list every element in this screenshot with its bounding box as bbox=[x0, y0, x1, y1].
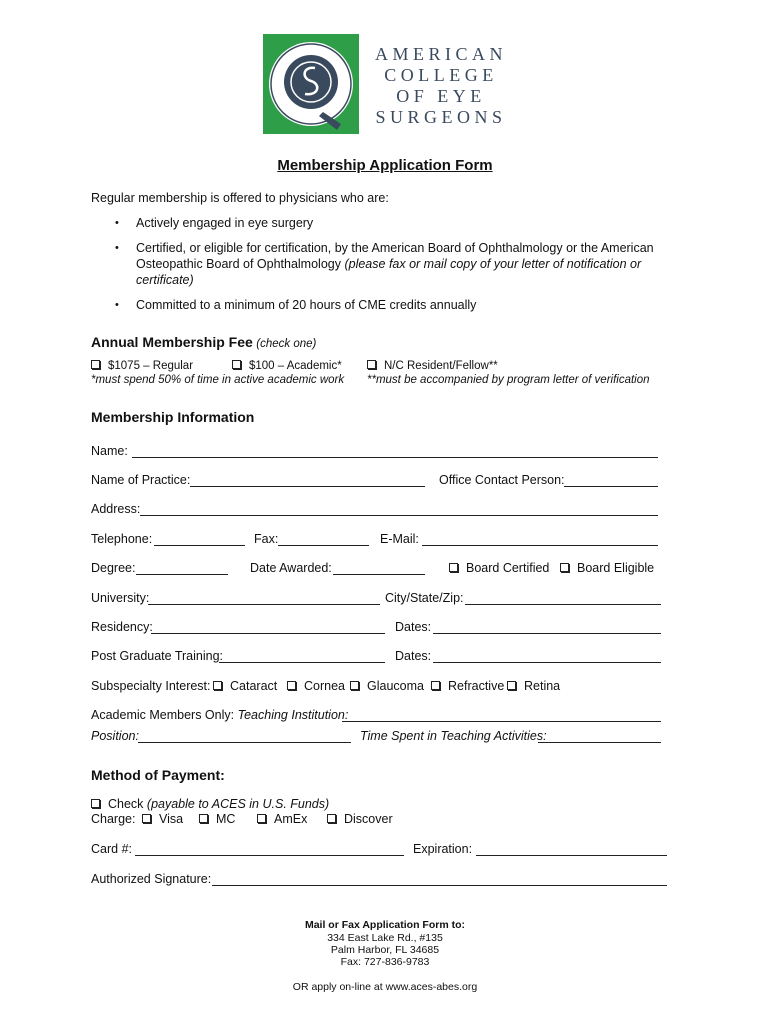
residency-dates-field[interactable] bbox=[433, 633, 661, 634]
fee-option-label: N/C Resident/Fellow** bbox=[384, 360, 498, 372]
time-spent-field[interactable] bbox=[538, 742, 661, 743]
board-certified-label: Board Certified bbox=[466, 561, 550, 575]
contact-field[interactable] bbox=[564, 486, 658, 487]
subspecialty-label: Subspecialty Interest: bbox=[91, 679, 211, 693]
checkbox-icon[interactable] bbox=[449, 563, 458, 572]
intro-text: Regular membership is offered to physicians who are: bbox=[91, 191, 389, 205]
date-awarded-label: Date Awarded: bbox=[250, 561, 332, 575]
expiration-field[interactable] bbox=[476, 855, 667, 856]
bullet-2-line-1: Certified, or eligible for certification, by the American Board of Ophthalmology or the American bbox=[136, 241, 654, 255]
residency-dates-label: Dates: bbox=[395, 620, 432, 634]
practice-field[interactable] bbox=[190, 486, 425, 487]
card-label: Discover bbox=[344, 812, 393, 826]
check-option[interactable] bbox=[91, 797, 329, 811]
footer-fax: Fax: 727-836-9783 bbox=[340, 956, 430, 968]
bullet-2-line-3: certificate) bbox=[136, 273, 194, 287]
subspecialty-option-label: Cataract bbox=[230, 679, 278, 693]
subspecialty-option-label: Retina bbox=[524, 679, 561, 693]
check-note: (payable to ACES in U.S. Funds) bbox=[146, 797, 330, 811]
telephone-field[interactable] bbox=[154, 545, 245, 546]
fee-option-label: $1075 – Regular bbox=[108, 360, 194, 372]
post-grad-field[interactable] bbox=[219, 662, 385, 663]
signature-label: Authorized Signature: bbox=[91, 872, 212, 886]
footer-online: OR apply on-line at www.aces-abes.org bbox=[292, 981, 478, 993]
subspecialty-option-label: Refractive bbox=[448, 679, 505, 693]
board-certified-option[interactable] bbox=[449, 561, 549, 575]
bullet-icon: • bbox=[115, 242, 119, 254]
checkbox-icon[interactable] bbox=[431, 681, 440, 690]
checkbox-icon[interactable] bbox=[257, 814, 266, 823]
card-mc[interactable] bbox=[199, 812, 235, 826]
position-label: Position: bbox=[91, 729, 139, 743]
name-field[interactable] bbox=[132, 457, 658, 458]
aces-seal-icon bbox=[263, 34, 359, 134]
checkbox-icon[interactable] bbox=[91, 799, 100, 808]
time-spent-label: Time Spent in Teaching Activities: bbox=[360, 729, 547, 743]
checkbox-icon[interactable] bbox=[350, 681, 359, 690]
fee-option-academic[interactable] bbox=[232, 360, 342, 372]
logo-text-line-3: OF EYE bbox=[396, 86, 486, 106]
checkbox-icon[interactable] bbox=[213, 681, 222, 690]
post-grad-dates-label: Dates: bbox=[395, 649, 432, 663]
card-number-label: Card #: bbox=[91, 842, 132, 856]
fee-option-regular[interactable] bbox=[91, 360, 193, 372]
city-state-zip-field[interactable] bbox=[465, 604, 661, 605]
checkbox-icon[interactable] bbox=[560, 563, 569, 572]
fee-heading: Annual Membership Fee bbox=[91, 334, 253, 350]
post-grad-label: Post Graduate Training: bbox=[91, 649, 224, 663]
bullet-icon: • bbox=[115, 217, 119, 229]
email-label: E-Mail: bbox=[380, 532, 419, 546]
card-number-field[interactable] bbox=[135, 855, 404, 856]
logo-text-line-1: AMERICAN bbox=[374, 44, 507, 64]
checkbox-icon[interactable] bbox=[199, 814, 208, 823]
university-label: University: bbox=[91, 591, 150, 605]
footer-address-2: Palm Harbor, FL 34685 bbox=[330, 944, 440, 956]
bullet-icon: • bbox=[115, 299, 119, 311]
address-field[interactable] bbox=[140, 515, 658, 516]
fee-option-label: $100 – Academic* bbox=[249, 360, 342, 372]
expiration-label: Expiration: bbox=[413, 842, 473, 856]
degree-label: Degree: bbox=[91, 561, 136, 575]
card-amex[interactable] bbox=[257, 812, 307, 826]
board-eligible-option[interactable] bbox=[560, 561, 654, 575]
check-label: Check bbox=[108, 797, 147, 811]
card-visa[interactable] bbox=[142, 812, 183, 826]
name-label: Name: bbox=[91, 444, 128, 458]
subspecialty-option-label: Cornea bbox=[304, 679, 345, 693]
fee-note-academic: *must spend 50% of time in active academic work bbox=[91, 374, 345, 386]
degree-field[interactable] bbox=[136, 574, 228, 575]
fax-label: Fax: bbox=[254, 532, 279, 546]
logo-text-line-4: SURGEONS bbox=[375, 107, 507, 127]
subspecialty-option-label: Glaucoma bbox=[367, 679, 424, 693]
residency-field[interactable] bbox=[151, 633, 385, 634]
fee-heading-note: (check one) bbox=[256, 338, 317, 350]
bullet-2-note: (please fax or mail copy of your letter of notification or bbox=[344, 257, 642, 271]
bullet-2-line-2: Osteopathic Board of Ophthalmology bbox=[136, 257, 345, 271]
post-grad-dates-field[interactable] bbox=[433, 662, 661, 663]
subspecialty-cataract[interactable] bbox=[213, 679, 277, 693]
checkbox-icon[interactable] bbox=[91, 360, 100, 369]
academic-only-label: Academic Members Only: bbox=[91, 708, 235, 722]
university-field[interactable] bbox=[148, 604, 380, 605]
checkbox-icon[interactable] bbox=[287, 681, 296, 690]
city-state-zip-label: City/State/Zip: bbox=[385, 591, 464, 605]
membership-heading: Membership Information bbox=[91, 409, 255, 425]
fee-option-resident[interactable] bbox=[367, 360, 498, 372]
contact-label: Office Contact Person: bbox=[439, 473, 565, 487]
bullet-1: Actively engaged in eye surgery bbox=[136, 216, 314, 230]
payment-heading: Method of Payment: bbox=[91, 767, 225, 783]
subspecialty-cornea[interactable] bbox=[287, 679, 345, 693]
logo-text-line-2: COLLEGE bbox=[384, 65, 498, 85]
card-label: MC bbox=[216, 812, 236, 826]
checkbox-icon[interactable] bbox=[507, 681, 516, 690]
fax-field[interactable] bbox=[278, 545, 369, 546]
charge-label: Charge: bbox=[91, 812, 136, 826]
address-label: Address: bbox=[91, 502, 141, 516]
telephone-label: Telephone: bbox=[91, 532, 153, 546]
form-title: Membership Application Form bbox=[277, 157, 493, 174]
card-discover[interactable] bbox=[327, 812, 393, 826]
teaching-institution-label: Teaching Institution: bbox=[237, 708, 349, 722]
checkbox-icon[interactable] bbox=[367, 360, 376, 369]
date-awarded-field[interactable] bbox=[333, 574, 425, 575]
signature-field[interactable] bbox=[212, 885, 667, 886]
card-label: Visa bbox=[159, 812, 184, 826]
footer-heading: Mail or Fax Application Form to: bbox=[304, 919, 466, 931]
aces-logo bbox=[263, 34, 513, 134]
practice-label: Name of Practice: bbox=[91, 473, 191, 487]
card-label: AmEx bbox=[274, 812, 308, 826]
checkbox-icon[interactable] bbox=[232, 360, 241, 369]
teaching-institution-field[interactable] bbox=[342, 721, 661, 722]
subspecialty-refractive[interactable] bbox=[431, 679, 504, 693]
checkbox-icon[interactable] bbox=[142, 814, 151, 823]
footer-address-1: 334 East Lake Rd., #135 bbox=[327, 932, 443, 944]
residency-label: Residency: bbox=[91, 620, 153, 634]
board-eligible-label: Board Eligible bbox=[577, 561, 655, 575]
bullet-3: Committed to a minimum of 20 hours of CME credits annually bbox=[136, 298, 477, 312]
position-field[interactable] bbox=[138, 742, 351, 743]
checkbox-icon[interactable] bbox=[327, 814, 336, 823]
subspecialty-retina[interactable] bbox=[507, 679, 560, 693]
fee-note-resident: **must be accompanied by program letter of verification bbox=[367, 374, 650, 386]
subspecialty-glaucoma[interactable] bbox=[350, 679, 424, 693]
email-field[interactable] bbox=[422, 545, 658, 546]
